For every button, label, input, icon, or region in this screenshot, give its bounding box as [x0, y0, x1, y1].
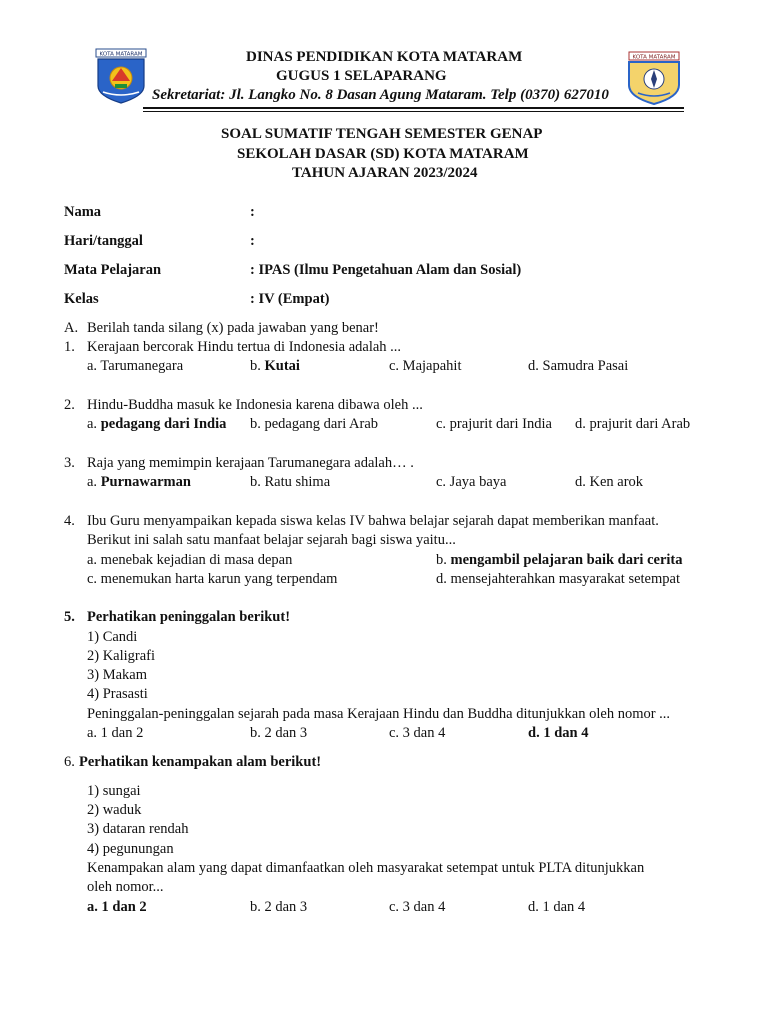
q5-option-d[interactable]: d. 1 dan 4	[528, 725, 589, 741]
q1-option-b-prefix: b.	[250, 358, 265, 374]
q1-number: 1.	[64, 339, 75, 355]
identity-label-subject: Mata Pelajaran	[64, 262, 162, 278]
q6-option-d[interactable]: d. 1 dan 4	[528, 899, 586, 915]
q6-text-line1: Kenampakan alam yang dapat dimanfaatkan oleh masyarakat setempat untuk PLTA ditunjukkan	[87, 860, 645, 876]
section-a-marker: A.	[64, 320, 79, 336]
q6-item: 2) waduk	[87, 802, 142, 818]
q3-number: 3.	[64, 455, 75, 471]
q6-number: 6.	[64, 754, 75, 770]
q6-text-line2: oleh nomor...	[87, 879, 164, 895]
q4-option-c[interactable]: c. menemukan harta karun yang terpendam	[87, 571, 338, 587]
q5-option-b[interactable]: b. 2 dan 3	[250, 725, 308, 741]
q2-option-d[interactable]: d. prajurit dari Arab	[575, 416, 691, 432]
q3-option-d[interactable]: d. Ken arok	[575, 474, 644, 490]
q2-option-a[interactable]	[87, 416, 226, 433]
letterhead-divider	[143, 107, 684, 109]
identity-value-name[interactable]: :	[250, 204, 255, 220]
q3-option-c[interactable]: c. Jaya baya	[436, 474, 507, 490]
q6-item: 3) dataran rendah	[87, 821, 189, 837]
q5-item: 3) Makam	[87, 667, 147, 683]
mataram-city-logo-left	[95, 48, 147, 104]
q4-option-b-prefix: b.	[436, 552, 451, 568]
school-title: SEKOLAH DASAR (SD) KOTA MATARAM	[237, 146, 529, 162]
q5-option-c[interactable]: c. 3 dan 4	[389, 725, 446, 741]
identity-value-class: : IV (Empat)	[250, 291, 330, 307]
q1-option-b-answer: Kutai	[264, 358, 300, 374]
logo-right-caption: KOTA MATARAM	[632, 54, 676, 61]
q3-text: Raja yang memimpin kerajaan Tarumanegara adalah… .	[87, 455, 414, 471]
q4-option-b[interactable]	[436, 552, 683, 569]
q4-text-line1: Ibu Guru menyampaikan kepada siswa kelas IV bahwa belajar sejarah dapat memberikan manfaat.	[87, 513, 659, 529]
q1-option-b[interactable]	[250, 358, 300, 375]
q3-option-a[interactable]	[87, 474, 191, 491]
section-a-instruction: Berilah tanda silang (x) pada jawaban yang benar!	[87, 320, 379, 336]
q5-number: 5.	[64, 609, 75, 625]
q4-option-d[interactable]: d. mensejahterahkan masyarakat setempat	[436, 571, 680, 587]
q4-number: 4.	[64, 513, 75, 529]
identity-value-date[interactable]: :	[250, 233, 255, 249]
mataram-city-logo-right	[626, 51, 682, 105]
letterhead-divider-thin	[143, 111, 684, 112]
academic-year: TAHUN AJARAN 2023/2024	[292, 165, 478, 181]
q4-option-a[interactable]: a. menebak kejadian di masa depan	[87, 552, 293, 568]
q5-option-a[interactable]: a. 1 dan 2	[87, 725, 144, 741]
q6-option-a[interactable]: a. 1 dan 2	[87, 899, 147, 915]
city-emblem-icon	[95, 48, 147, 104]
identity-label-name: Nama	[64, 204, 102, 220]
q2-text: Hindu-Buddha masuk ke Indonesia karena dibawa oleh ...	[87, 397, 423, 413]
q1-option-c[interactable]: c. Majapahit	[389, 358, 462, 374]
q1-text: Kerajaan bercorak Hindu tertua di Indonesia adalah ...	[87, 339, 402, 355]
q6-heading: Perhatikan kenampakan alam berikut!	[79, 754, 322, 770]
q2-option-a-answer: pedagang dari India	[100, 416, 227, 432]
q6-option-b[interactable]: b. 2 dan 3	[250, 899, 308, 915]
header-cluster-name: GUGUS 1 SELAPARANG	[276, 68, 447, 84]
q5-item: 4) Prasasti	[87, 686, 148, 702]
q6-item: 1) sungai	[87, 783, 141, 799]
q2-number: 2.	[64, 397, 75, 413]
q4-text-line2: Berikut ini salah satu manfaat belajar sejarah bagi siswa yaitu...	[87, 532, 456, 548]
q6-option-c[interactable]: c. 3 dan 4	[389, 899, 446, 915]
q5-text: Peninggalan-peninggalan sejarah pada masa Kerajaan Hindu dan Buddha ditunjukkan oleh nomor ...	[87, 706, 671, 722]
logo-left-caption: KOTA MATARAM	[99, 51, 143, 58]
q3-option-a-answer: Purnawarman	[100, 474, 191, 490]
q6-item: 4) pegunungan	[87, 841, 174, 857]
q5-heading: Perhatikan peninggalan berikut!	[87, 609, 291, 625]
q4-option-b-answer: mengambil pelajaran baik dari cerita	[450, 552, 683, 568]
q5-item: 1) Candi	[87, 629, 138, 645]
exam-title: SOAL SUMATIF TENGAH SEMESTER GENAP	[221, 126, 543, 142]
q2-option-b[interactable]: b. pedagang dari Arab	[250, 416, 379, 432]
q3-option-b[interactable]: b. Ratu shima	[250, 474, 331, 490]
q2-option-c[interactable]: c. prajurit dari India	[436, 416, 552, 432]
identity-value-subject: : IPAS (Ilmu Pengetahuan Alam dan Sosial)	[250, 262, 522, 278]
q5-item: 2) Kaligrafi	[87, 648, 156, 664]
header-agency-name: DINAS PENDIDIKAN KOTA MATARAM	[246, 49, 523, 65]
q3-option-a-prefix: a.	[87, 474, 101, 490]
q2-option-a-prefix: a.	[87, 416, 101, 432]
q1-option-d[interactable]: d. Samudra Pasai	[528, 358, 629, 374]
header-address: Sekretariat: Jl. Langko No. 8 Dasan Agung Mataram. Telp (0370) 627010	[152, 87, 609, 103]
identity-label-date: Hari/tanggal	[64, 233, 143, 249]
identity-label-class: Kelas	[64, 291, 99, 307]
school-emblem-icon	[626, 51, 682, 105]
q1-option-a[interactable]: a. Tarumanegara	[87, 358, 184, 374]
